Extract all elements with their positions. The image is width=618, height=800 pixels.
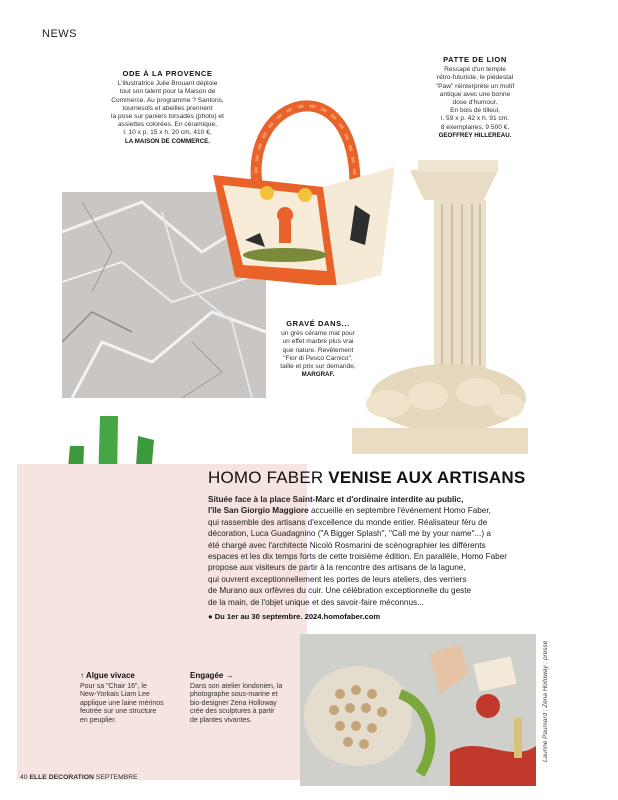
magazine-name: ELLE DECORATION bbox=[29, 774, 94, 781]
ode-source: LA MAISON DE COMMERCE. bbox=[124, 137, 211, 145]
grave-source: MARGRAF. bbox=[301, 371, 335, 379]
article-line: propose aux visiteurs de partir à la rencontre des artisans de la lagune, bbox=[208, 563, 466, 573]
ode-line: l. 10 x p. 15 x h. 20 cm, 410 €, bbox=[123, 129, 212, 137]
ode-title: ODE À LA PROVENCE bbox=[122, 69, 213, 78]
ode-line: tournesols et abeilles prennent bbox=[122, 104, 213, 112]
ode-line: L'illustratrice Julie Brouant déploie bbox=[117, 80, 218, 88]
algue-line: en peuplier. bbox=[80, 716, 117, 724]
algue-line: New-Yorkais Liam Lee bbox=[80, 691, 150, 699]
patte-line: 8 exemplaires, 9 500 €, bbox=[440, 123, 510, 131]
ode-line: Commerce. Au programme ? Santons, bbox=[111, 96, 224, 104]
ode-line: tout son talent pour la Maison de bbox=[119, 88, 216, 96]
event-dates: ● Du 1er au 30 septembre. 2024.homofaber.com bbox=[208, 612, 381, 621]
algue-line: feutrée sur une structure bbox=[80, 708, 157, 716]
article-body bbox=[208, 494, 530, 608]
algue-title: ↑ Algue vivace bbox=[80, 671, 135, 680]
engagee-line: photographe sous-marine et bbox=[190, 691, 278, 699]
grave-line: un grès cérame mat pour bbox=[281, 330, 355, 338]
photo-credit: Laurine Paumard ; Zena Holloway ; presse bbox=[542, 640, 549, 762]
article-line: qui rassemble des artisans d'excellence du monde entier. Réalisateur féru de bbox=[208, 517, 488, 527]
grave-line: un effet marbre plus vrai bbox=[282, 338, 354, 346]
patte-line: "Paw" réinterprète un motif bbox=[435, 82, 515, 90]
pedestal-image bbox=[348, 160, 530, 456]
article-title-bold: VENISE AUX ARTISANS bbox=[328, 468, 526, 487]
engagee-line: Dans son atelier londonien, la bbox=[190, 682, 283, 690]
engagee-title: Engagée → bbox=[190, 671, 234, 680]
patte-line: En bois de tilleul, bbox=[450, 107, 500, 115]
patte-line: rétro-futuriste, le piédestal bbox=[436, 74, 514, 82]
workshop-photo bbox=[300, 634, 536, 786]
patte-line: dose d'humour. bbox=[452, 99, 498, 107]
article-title bbox=[208, 468, 525, 488]
article-title-light: HOMO FABER bbox=[208, 468, 324, 487]
patte-title: PATTE DE LION bbox=[443, 55, 507, 64]
article-line: de la main, de l'objet unique et des savoir-faire méconnus... bbox=[208, 597, 424, 607]
article-line: de Murano aux orfèvres du cuir. Une célébration exceptionnelle du geste bbox=[208, 586, 472, 596]
page-footer bbox=[20, 774, 138, 781]
article-line: accueille en septembre l'événement Homo Faber, bbox=[308, 506, 491, 516]
article-lead: l'île San Giorgio Maggiore bbox=[208, 506, 309, 516]
grave-title: GRAVÉ DANS... bbox=[286, 319, 350, 328]
engagee-line: crée des sculptures à partir bbox=[190, 708, 275, 716]
grave-line: taille et prix sur demande, bbox=[280, 363, 356, 371]
issue-month: SEPTEMBRE bbox=[95, 774, 138, 781]
patte-source: GEOFFREY HILLEREAU. bbox=[438, 131, 512, 139]
algue-caption bbox=[80, 672, 190, 726]
grave-line: que nature. Revêtement bbox=[282, 346, 354, 354]
patte-line: antique avec une bonne bbox=[439, 90, 511, 98]
article-line: qui ouvrent exceptionnellement les portes de leurs ateliers, des verriers bbox=[208, 574, 467, 584]
algue-line: applique une laine mérinos bbox=[80, 699, 164, 707]
article-lead: Située face à la place Saint-Marc et d'ordinaire interdite au public, bbox=[208, 495, 464, 504]
patte-line: l. 59 x p. 42 x h. 91 cm. bbox=[440, 115, 510, 123]
engagee-caption bbox=[190, 672, 306, 726]
article-line: décoration, Luca Guadagnino ("A Bigger Splash", "Call me by your name"...) a bbox=[208, 529, 491, 539]
article-line: été chargé avec l'architecte Nicolò Rosmarini de scénographier les différents bbox=[208, 540, 486, 550]
patte-line: Rescapé d'un temple bbox=[444, 66, 506, 74]
engagee-line: bio-designer Zena Holloway bbox=[190, 699, 277, 707]
page-number: 40 bbox=[20, 774, 28, 781]
ode-line: la pose sur paniers torsadés (photo) et bbox=[111, 113, 224, 121]
patte-caption bbox=[420, 56, 530, 140]
algue-line: Pour sa "Chair 16", le bbox=[80, 682, 147, 690]
engagee-line: de plantes vivantes. bbox=[190, 716, 252, 724]
article-line: espaces et les dix temps forts de cette troisième édition. En parallèle, Homo Faber bbox=[208, 552, 507, 562]
ode-line: assiettes colorées. En céramique, bbox=[118, 121, 217, 129]
grave-line: "Fior di Pesco Carnico", bbox=[283, 354, 353, 362]
